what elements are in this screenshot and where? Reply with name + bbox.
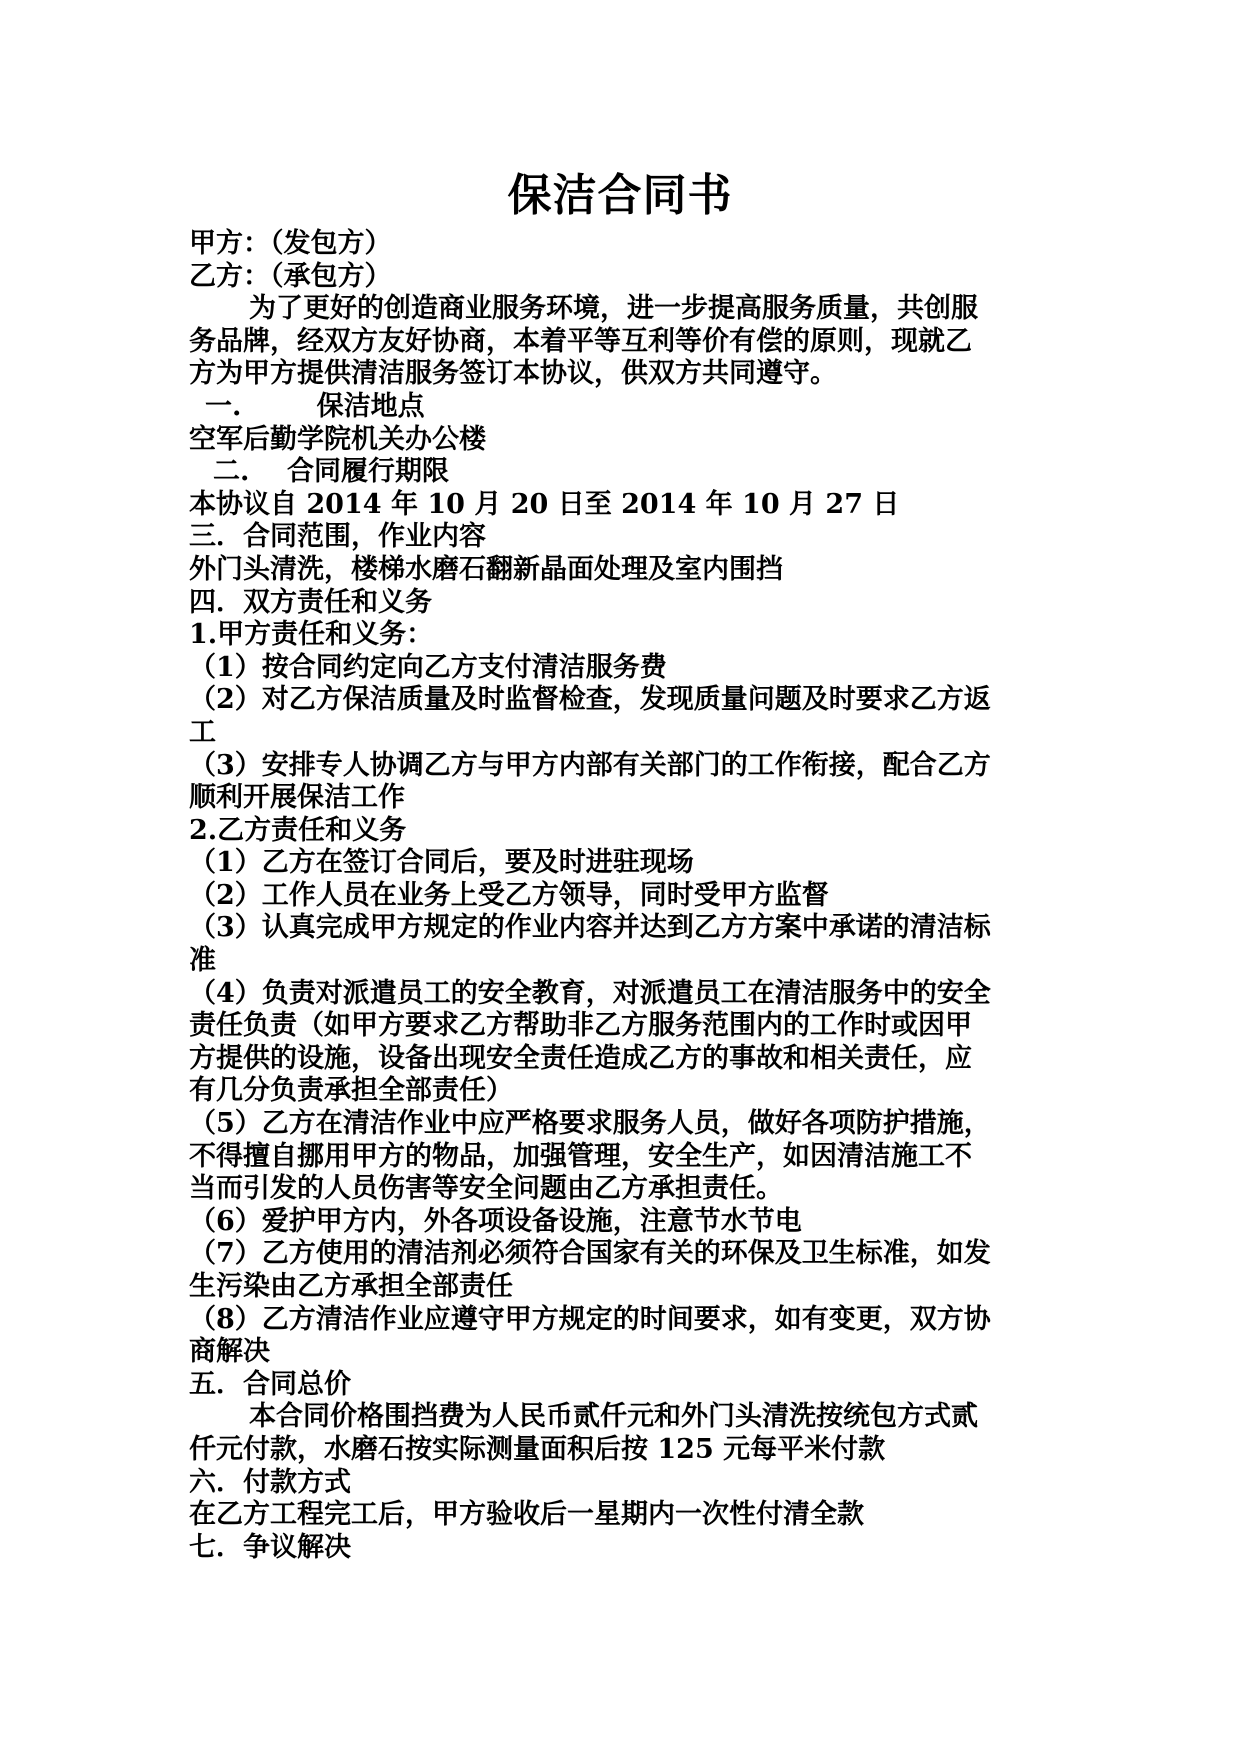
- document-line: （2）对乙方保洁质量及时监督检查，发现质量问题及时要求乙方返: [189, 684, 991, 716]
- document-line: 有几分负责承担全部责任）: [189, 1075, 513, 1107]
- document-line: （3）认真完成甲方规定的作业内容并达到乙方方案中承诺的清洁标: [189, 912, 991, 944]
- document-line: 外门头清洗，楼梯水磨石翻新晶面处理及室内围挡: [189, 553, 783, 585]
- document-line: 三．合同范围，作业内容: [189, 521, 486, 553]
- document-line: 五．合同总价: [189, 1368, 351, 1400]
- document-line: 在乙方工程完工后，甲方验收后一星期内一次性付清全款: [189, 1499, 864, 1531]
- document-line: 不得擅自挪用甲方的物品，加强管理，安全生产，如因清洁施工不: [189, 1140, 972, 1172]
- document-line: （3）安排专人协调乙方与甲方内部有关部门的工作衔接，配合乙方: [189, 749, 991, 781]
- document-line: 本协议自 2014 年 10 月 20 日至 2014 年 10 月 27 日: [189, 488, 900, 520]
- document-line: （6）爱护甲方内，外各项设备设施，注意节水节电: [189, 1205, 802, 1237]
- document-line: 方提供的设施，设备出现安全责任造成乙方的事故和相关责任，应: [189, 1042, 972, 1074]
- document-line: 商解决: [189, 1336, 270, 1368]
- document-line: 方为甲方提供清洁服务签订本协议，供双方共同遵守。: [189, 358, 837, 390]
- document-line: （4）负责对派遣员工的安全教育，对派遣员工在清洁服务中的安全: [189, 977, 991, 1009]
- document-line: 1.甲方责任和义务：: [189, 619, 434, 651]
- document-line: 顺利开展保洁工作: [189, 782, 405, 814]
- document-line: （7）乙方使用的清洁剂必须符合国家有关的环保及卫生标准，如发: [189, 1238, 991, 1270]
- document-line: （5）乙方在清洁作业中应严格要求服务人员，做好各项防护措施，: [189, 1108, 991, 1140]
- document-line: 工: [189, 716, 216, 748]
- document-line: 一. 保洁地点: [205, 390, 425, 422]
- document-line: 乙方：（承包方）: [189, 260, 392, 292]
- document-line: （1）按合同约定向乙方支付清洁服务费: [189, 651, 667, 683]
- document-line: 务品牌，经双方友好协商，本着平等互利等价有偿的原则，现就乙: [189, 325, 972, 357]
- document-line: 七．争议解决: [189, 1531, 351, 1563]
- document-line: 生污染由乙方承担全部责任: [189, 1271, 513, 1302]
- document-line: 责任负责（如甲方要求乙方帮助非乙方服务范围内的工作时或因甲: [189, 1010, 972, 1042]
- document-line: 甲方：（发包方）: [189, 228, 392, 259]
- document-title: 保洁合同书: [507, 170, 733, 221]
- document-body: [189, 228, 1055, 1564]
- document-line: （1）乙方在签订合同后，要及时进驻现场: [189, 847, 694, 879]
- document-line: 本合同价格围挡费为人民币贰仟元和外门头清洗按统包方式贰: [249, 1401, 978, 1433]
- document-line: 四．双方责任和义务: [189, 586, 432, 618]
- document-line: 为了更好的创造商业服务环境，进一步提高服务质量，共创服: [249, 293, 978, 325]
- document-line: 空军后勤学院机关办公楼: [189, 423, 486, 455]
- document-line: 当而引发的人员伤害等安全问题由乙方承担责任。: [189, 1173, 783, 1205]
- document-line: 二. 合同履行期限: [213, 456, 449, 488]
- document-line: 六．付款方式: [189, 1466, 351, 1498]
- document-line: （2）工作人员在业务上受乙方领导，同时受甲方监督: [189, 879, 829, 911]
- document-line: （8）乙方清洁作业应遵守甲方规定的时间要求，如有变更，双方协: [189, 1303, 991, 1335]
- document-line: 准: [189, 945, 216, 977]
- document-line: 仟元付款，水磨石按实际测量面积后按 125 元每平米付款: [189, 1433, 886, 1465]
- document-line: 2.乙方责任和义务: [189, 814, 407, 846]
